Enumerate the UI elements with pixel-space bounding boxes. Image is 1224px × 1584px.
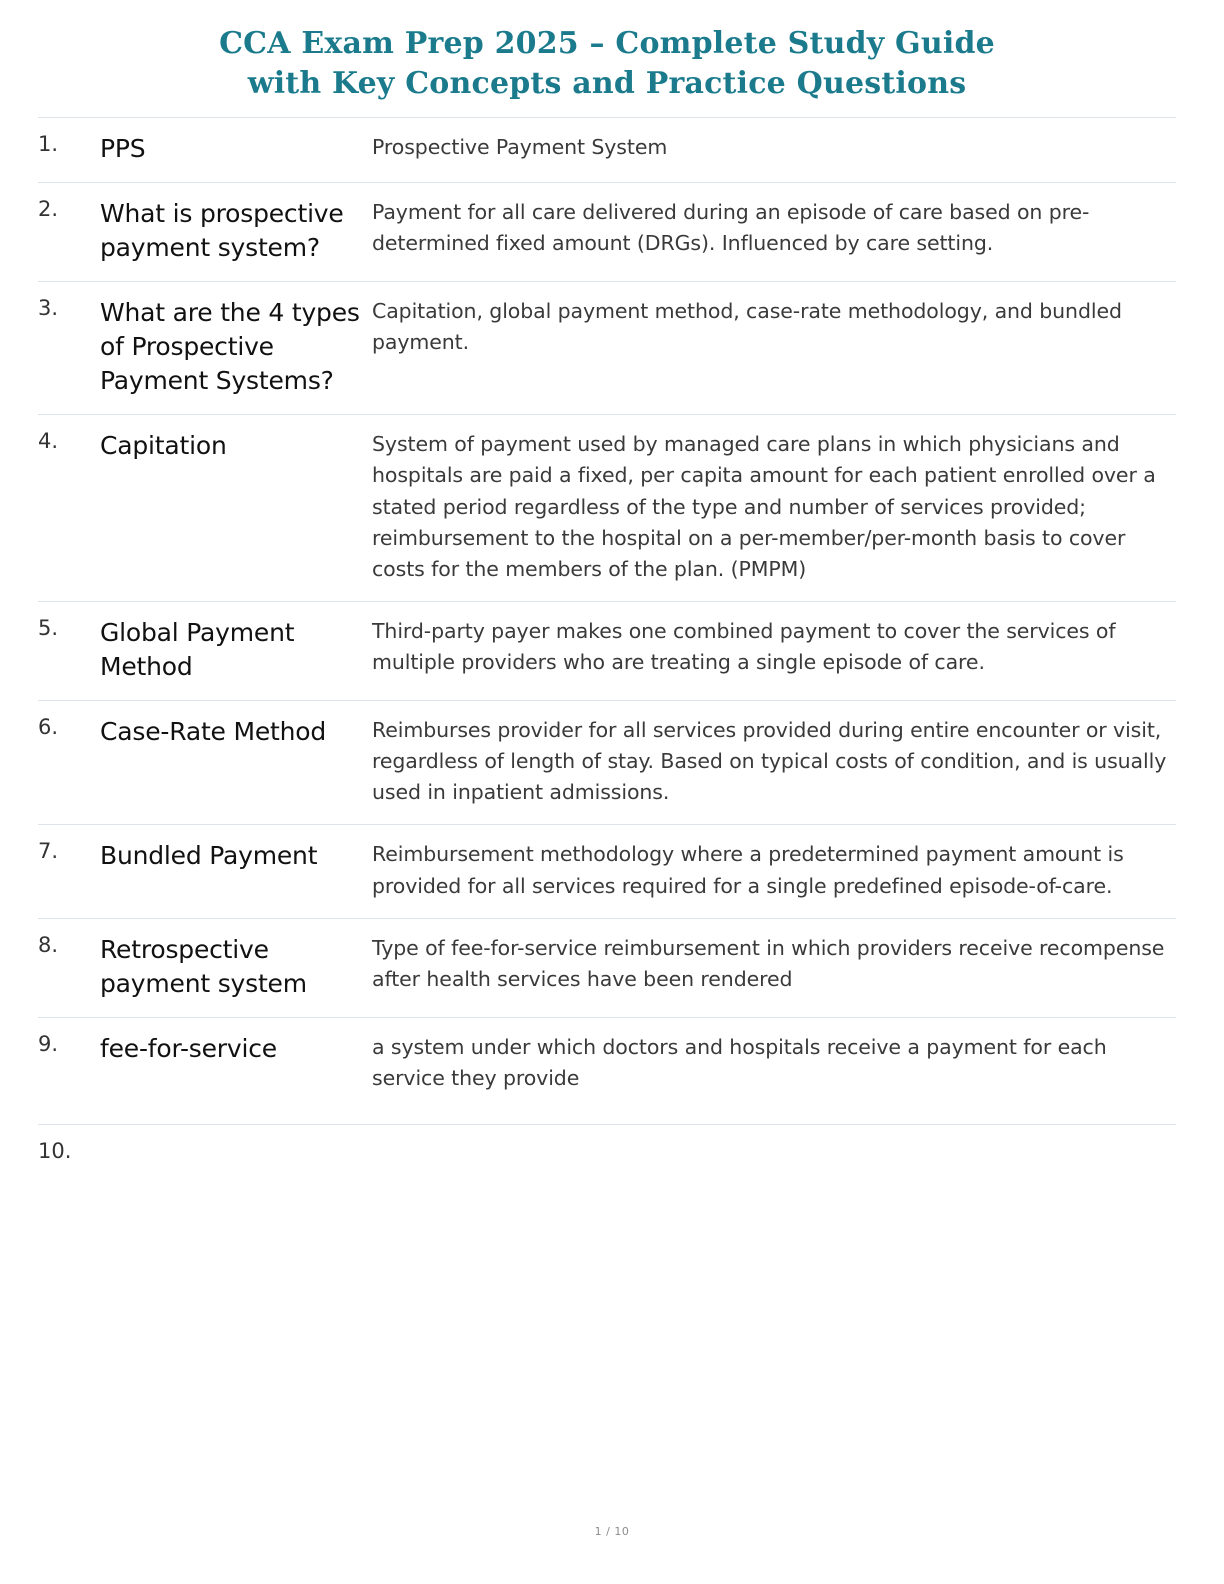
entry-number: 2.	[38, 197, 59, 222]
entry-term: Global Payment Method	[100, 617, 295, 681]
entry-definition: Reimbursement methodology where a predetermined payment amount is provided for all services required for a single predefined episode-of-care.	[372, 842, 1124, 898]
entry-definition: Payment for all care delivered during an episode of care based on pre-determined fixed amount (DRGs). Influenced by care setting.	[372, 200, 1090, 256]
entry-definition: Prospective Payment System	[372, 135, 668, 160]
entry-definition: Third-party payer makes one combined payment to cover the services of multiple providers who are treating a single episode of care.	[372, 618, 1116, 675]
entry-term: PPS	[100, 134, 146, 164]
entry-definition: Reimburses provider for all services provided during entire encounter or visit, regardless of length of stay. Based on typical costs of condition, and is usually used in inpatient admissions.	[372, 717, 1167, 805]
entry-term	[100, 1125, 372, 1180]
entry-definition: Capitation, global payment method, case-rate methodology, and bundled payment.	[372, 299, 1122, 355]
entry-term: Retrospective payment system	[100, 934, 307, 998]
page-title	[98, 24, 1116, 103]
table-row	[38, 1017, 1176, 1124]
entry-definition	[372, 1125, 1176, 1180]
entry-term: Capitation	[100, 431, 227, 461]
entry-term: Bundled Payment	[100, 841, 318, 871]
entry-number: 6.	[38, 714, 59, 739]
entry-term: What are the 4 types of Prospective Payment Systems?	[100, 298, 360, 396]
page-title-line-1: CCA Exam Prep 2025 – Complete Study Guide	[219, 26, 995, 61]
entry-number: 10.	[38, 1139, 72, 1164]
table-row	[38, 415, 1176, 602]
table-row	[38, 825, 1176, 918]
entry-number: 1.	[38, 132, 59, 157]
table-row	[38, 1125, 1176, 1180]
entry-number: 8.	[38, 932, 59, 957]
page-number-footer: 1 / 10	[594, 1525, 630, 1538]
table-row	[38, 601, 1176, 700]
entry-term: fee-for-service	[100, 1033, 277, 1063]
table-row	[38, 282, 1176, 415]
table-row	[38, 918, 1176, 1017]
entry-term: Case-Rate Method	[100, 716, 327, 746]
table-row	[38, 118, 1176, 183]
entry-definition: System of payment used by managed care plans in which physicians and hospitals are paid a fixed, per capita amount for each patient enrolled over a stated period regardless of the type and number of services provided; reimbursement to the hospital on a per-member/per-month basis to cover costs for the members of the plan. (PMPM)	[372, 432, 1156, 581]
entry-number: 5.	[38, 615, 59, 640]
entry-number: 7.	[38, 839, 59, 864]
table-row	[38, 700, 1176, 824]
table-row	[38, 183, 1176, 282]
entry-number: 3.	[38, 296, 59, 321]
page-title-line-2: with Key Concepts and Practice Questions	[247, 65, 967, 101]
terms-table	[38, 117, 1176, 1179]
entry-definition: Type of fee-for-service reimbursement in which providers receive recompense after health services have been rendered	[372, 935, 1165, 991]
entry-number: 9.	[38, 1031, 59, 1056]
entry-term: What is prospective payment system?	[100, 199, 344, 263]
entry-definition: a system under which doctors and hospitals receive a payment for each service they provide	[372, 1034, 1107, 1090]
entry-number: 4.	[38, 429, 59, 454]
